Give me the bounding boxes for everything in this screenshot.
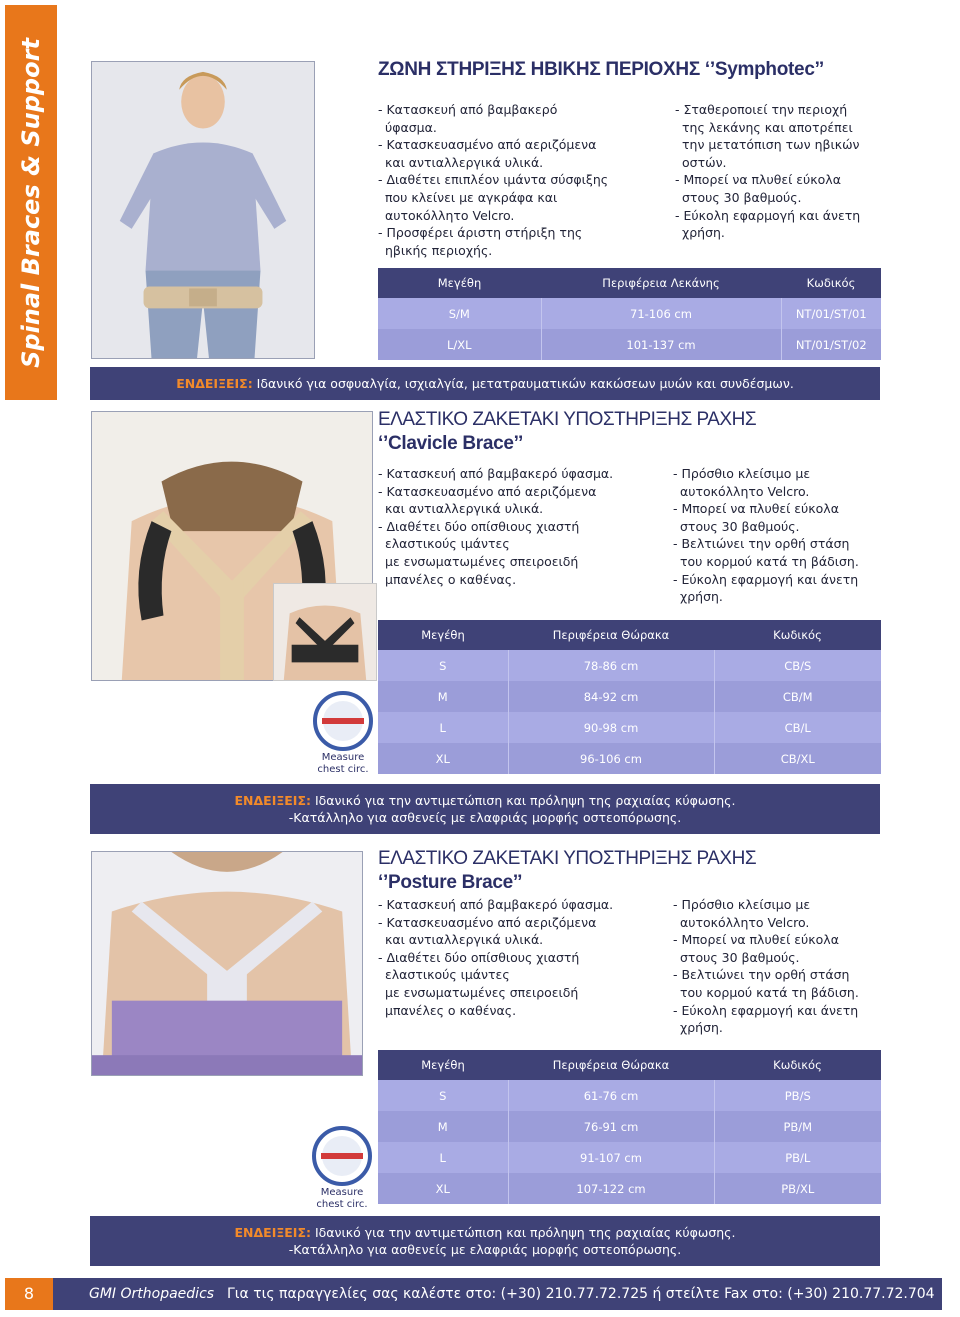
table-cell-code: PB/XL [714,1173,881,1204]
feature-line: - Προσφέρει άριστη στήριξη της [378,225,583,241]
feature-line: - Κατασκευασμένο από αεριζόμενα [378,483,597,499]
feature-line: - Κατασκευασμένο από αεριζόμενα [378,137,597,153]
table-header: Μεγέθη [378,1050,508,1080]
table-row [378,1111,881,1142]
table-header-row [378,1050,881,1080]
indications-label: ΕΝΔΕΙΞΕΙΣ: [234,1225,311,1240]
product-features-left-clavicle [378,465,613,588]
feature-line: μπανέλες ο καθένας. [385,1002,517,1018]
table-row [378,681,881,712]
product-features-right-symphotec [675,101,860,242]
feature-line: - Μπορεί να πλυθεί εύκολα [673,932,839,948]
feature-line: ύφασμα. [385,119,437,135]
feature-line: του κορμού κατά τη βάδιση. [680,553,859,569]
table-row [378,743,881,774]
indications-text: Ιδανικό για την αντιμετώπιση και πρόληψη της ραχιαίας κύφωσης. [311,793,736,808]
feature-line: ελαστικούς ιμάντες [385,536,510,552]
feature-line: χρήση. [682,225,725,241]
indications-text-2: -Κατάλληλο για ασθενείς με ελαφριάς μορφής οστεοπόρωσης. [288,810,682,825]
product-title-line2: ‘’Posture Brace’’ [378,872,523,893]
product-title-line1: ΖΩΝΗ ΣΤΗΡΙΞΗΣ ΗΒΙΚΗΣ ΠΕΡΙΟΧΗΣ ‘’Symphotec’’ [378,59,824,80]
table-cell-size: L [378,1142,508,1173]
table-row [378,329,881,360]
feature-line: της λεκάνης και αποτρέπει [682,119,853,135]
size-table-symphotec [378,268,881,360]
feature-line: - Κατασκευή από βαμβακερό [378,102,558,117]
table-cell-circumference: 91-107 cm [508,1142,714,1173]
indications-text-2: -Κατάλληλο για ασθενείς με ελαφριάς μορφής οστεοπόρωσης. [288,1242,682,1257]
feature-line: και αντιαλλεργικά υλικά. [385,501,544,517]
feature-line: που κλείνει με αγκράφα και [385,189,558,205]
feature-line: αυτοκόλλητο Velcro. [680,483,810,499]
table-cell-size: XL [378,1173,508,1204]
footer-brand: GMI Orthopaedics [89,1286,215,1302]
feature-line: στους 30 βαθμούς. [680,518,800,534]
table-header: Μεγέθη [378,268,541,298]
feature-line: με ενσωματωμένες σπειροειδή [385,984,579,1000]
feature-line: - Πρόσθιο κλείσιμο με [673,897,811,912]
table-cell-code: CB/S [714,650,881,681]
feature-line: - Πρόσθιο κλείσιμο με [673,466,811,481]
measure-label-1: Measure [320,1187,364,1198]
table-cell-circumference: 71-106 cm [541,298,781,329]
product-features-left-posture [378,896,613,1019]
table-header: Κωδικός [714,620,881,650]
table-cell-circumference: 61-76 cm [508,1080,714,1111]
feature-line: - Σταθεροποιεί την περιοχή [675,102,848,117]
product-features-left-symphotec [378,101,608,259]
measure-chest-badge [312,690,374,780]
feature-line: - Κατασκευή από βαμβακερό ύφασμα. [378,466,614,481]
measure-label-1: Measure [321,752,365,763]
feature-line: την μετατόπιση των ηβικών [682,137,860,153]
measure-tape-icon [312,690,374,752]
table-row [378,712,881,743]
table-cell-size: XL [378,743,508,774]
feature-line: - Διαθέτει δύο οπίσθιους χιαστή [378,949,580,965]
indications-banner-clavicle [90,784,880,834]
table-cell-size: S [378,650,508,681]
table-cell-code: CB/M [714,681,881,712]
indications-label: ΕΝΔΕΙΞΕΙΣ: [234,793,311,808]
indications-text: Ιδανικό για οσφυαλγία, ισχιαλγία, μετατραυματικών κακώσεων μυών και συνδέσμων. [252,376,794,391]
table-cell-code: PB/L [714,1142,881,1173]
size-table-clavicle [378,620,881,774]
size-table-posture [378,1050,881,1204]
indications-banner-posture [90,1216,880,1266]
measure-label-2: chest circ. [317,764,369,775]
table-cell-circumference: 76-91 cm [508,1111,714,1142]
table-cell-size: L [378,712,508,743]
table-row [378,1080,881,1111]
feature-line: - Μπορεί να πλυθεί εύκολα [675,172,841,188]
table-cell-circumference: 96-106 cm [508,743,714,774]
table-header: Μεγέθη [378,620,508,650]
table-cell-code: NT/01/ST/01 [781,298,881,329]
sidebar-category-tab [5,5,57,400]
feature-line: ελαστικούς ιμάντες [385,967,510,983]
table-cell-size: M [378,1111,508,1142]
table-cell-code: CB/L [714,712,881,743]
feature-line: - Βελτιώνει την ορθή στάση [673,536,850,552]
table-cell-circumference: 90-98 cm [508,712,714,743]
table-cell-size: L/XL [378,329,541,360]
feature-line: και αντιαλλεργικά υλικά. [385,932,544,948]
table-header-row [378,620,881,650]
feature-line: και αντιαλλεργικά υλικά. [385,154,544,170]
table-header: Περιφέρεια Θώρακα [508,1050,714,1080]
page-footer [5,1278,942,1310]
table-header: Περιφέρεια Θώρακα [508,620,714,650]
product-features-right-posture [673,896,859,1037]
feature-line: του κορμού κατά τη βάδιση. [680,984,859,1000]
page-number: 8 [5,1278,53,1310]
indications-text: Ιδανικό για την αντιμετώπιση και πρόληψη της ραχιαίας κύφωσης. [311,1225,736,1240]
feature-line: - Εύκολη εφαρμογή και άνετη [675,207,861,223]
table-header-row [378,268,881,298]
product-photo-posture [91,851,363,1076]
measure-tape-icon [311,1125,373,1187]
feature-line: - Διαθέτει επιπλέον ιμάντα σύσφιξης [378,172,609,188]
product-features-right-clavicle [673,465,859,606]
feature-line: στους 30 βαθμούς. [682,189,802,205]
feature-line: - Κατασκευασμένο από αεριζόμενα [378,914,597,930]
table-cell-circumference: 101-137 cm [541,329,781,360]
table-header: Κωδικός [781,268,881,298]
product-photo-clavicle-front [273,583,377,681]
feature-line: με ενσωματωμένες σπειροειδή [385,553,579,569]
product-photo-symphotec [91,61,315,359]
product-title-line1: ΕΛΑΣΤΙΚΟ ΖΑΚΕΤΑΚΙ ΥΠΟΣΤΗΡΙΞΗΣ ΡΑΧΗΣ [378,409,757,430]
feature-line: οστών. [682,154,727,170]
feature-line: στους 30 βαθμούς. [680,949,800,965]
table-row [378,298,881,329]
product-title-symphotec [378,58,824,82]
table-cell-code: PB/S [714,1080,881,1111]
feature-line: - Εύκολη εφαρμογή και άνετη [673,571,859,587]
feature-line: - Κατασκευή από βαμβακερό ύφασμα. [378,897,614,912]
table-header: Περιφέρεια Λεκάνης [541,268,781,298]
feature-line: - Βελτιώνει την ορθή στάση [673,967,850,983]
table-row [378,1142,881,1173]
product-title-posture [378,847,756,895]
measure-label-2: chest circ. [316,1199,368,1210]
feature-line: αυτοκόλλητο Velcro. [680,914,810,930]
feature-line: μπανέλες ο καθένας. [385,571,517,587]
product-title-line1: ΕΛΑΣΤΙΚΟ ΖΑΚΕΤΑΚΙ ΥΠΟΣΤΗΡΙΞΗΣ ΡΑΧΗΣ [378,848,757,869]
table-row [378,1173,881,1204]
table-cell-circumference: 78-86 cm [508,650,714,681]
table-header: Κωδικός [714,1050,881,1080]
feature-line: αυτοκόλλητο Velcro. [385,207,515,223]
feature-line: χρήση. [680,589,723,605]
indications-label: ΕΝΔΕΙΞΕΙΣ: [176,376,253,391]
table-cell-circumference: 84-92 cm [508,681,714,712]
table-cell-size: S/M [378,298,541,329]
feature-line: χρήση. [680,1020,723,1036]
table-cell-code: NT/01/ST/02 [781,329,881,360]
feature-line: - Εύκολη εφαρμογή και άνετη [673,1002,859,1018]
feature-line: - Διαθέτει δύο οπίσθιους χιαστή [378,518,580,534]
table-cell-size: M [378,681,508,712]
footer-contact: Για τις παραγγελίες σας καλέστε στο: (+30) 210.77.72.725 ή στείλτε Fax στο: (+30) 210.77.72.704 [227,1286,935,1302]
feature-line: ηβικής περιοχής. [385,242,493,258]
table-row [378,650,881,681]
product-title-line2: ‘’Clavicle Brace’’ [378,433,523,454]
table-cell-circumference: 107-122 cm [508,1173,714,1204]
product-title-clavicle [378,408,756,456]
feature-line: - Μπορεί να πλυθεί εύκολα [673,501,839,517]
sidebar-category-label: Spinal Braces & Support [17,37,45,368]
table-cell-code: PB/M [714,1111,881,1142]
table-cell-code: CB/XL [714,743,881,774]
table-cell-size: S [378,1080,508,1111]
measure-chest-badge [311,1125,373,1215]
indications-banner-symphotec [90,367,880,400]
